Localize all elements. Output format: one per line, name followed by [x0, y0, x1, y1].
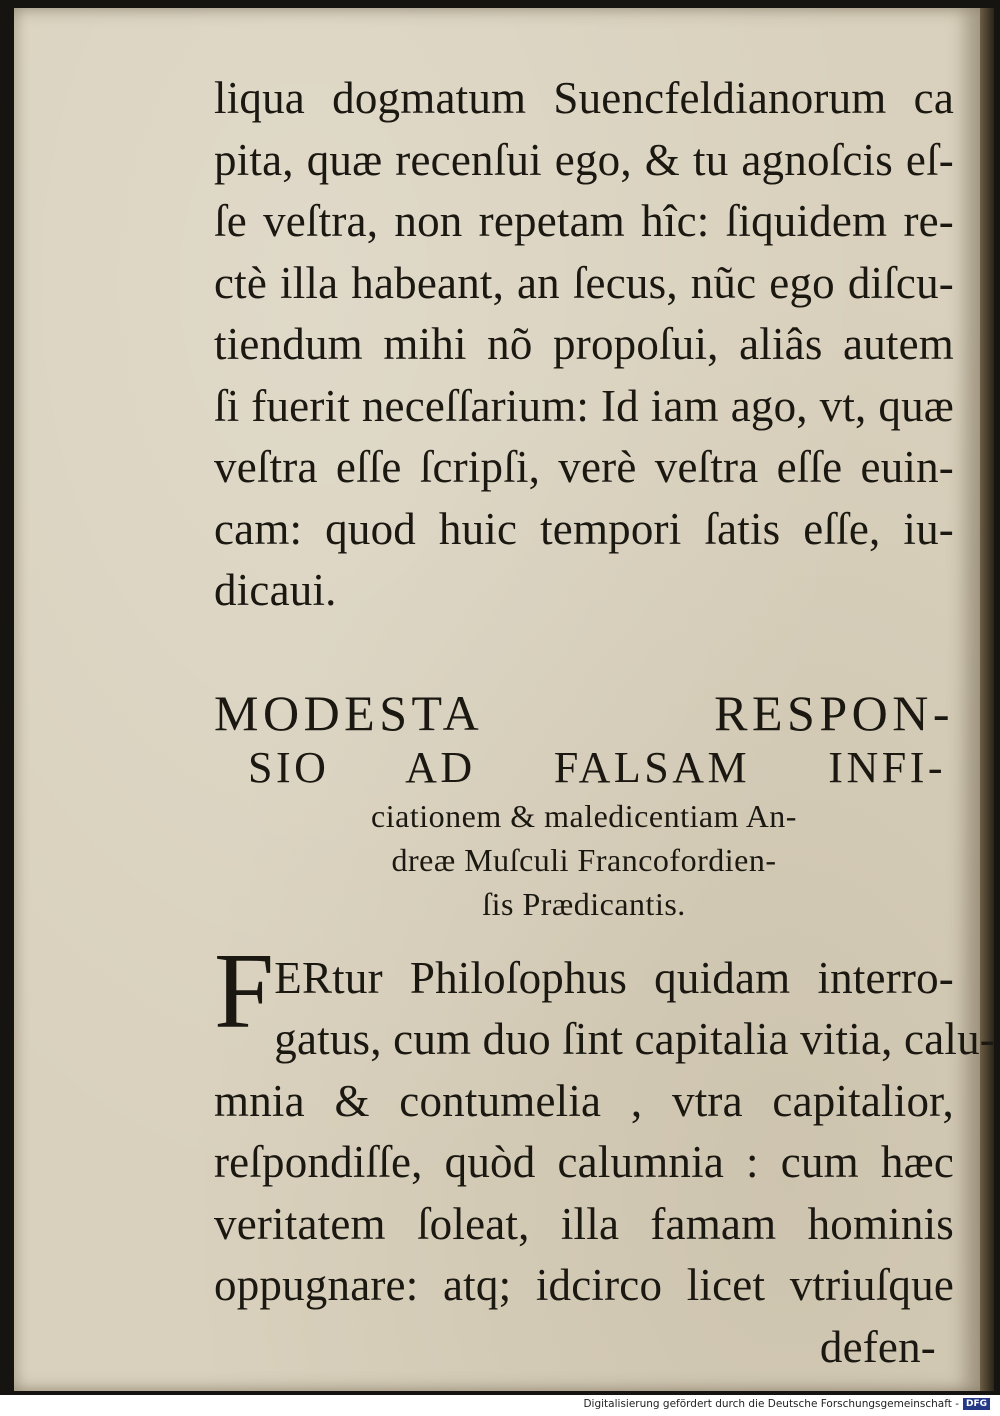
- drop-cap: F: [214, 931, 275, 1051]
- digitization-credit: [570, 1398, 990, 1414]
- text-line: ſi fuerit neceſſarium: Id iam ago, vt, quæ: [214, 380, 954, 431]
- heading-subline: dreæ Muſculi Francofordien-: [391, 841, 777, 878]
- text-line: mnia & contumelia , vtra capitalior,: [214, 1075, 954, 1126]
- text-line: pita, quæ recenſui ego, & tu agnoſcis eſ-: [214, 134, 954, 185]
- text-line: cam: quod huic tempori ſatis eſſe, iu-: [214, 503, 954, 554]
- text-line: dicaui.: [214, 565, 337, 615]
- dfg-logo-icon: DFG: [963, 1398, 990, 1410]
- heading-line-1: MODESTA RESPON-: [214, 684, 954, 741]
- catchword: defen-: [819, 1321, 936, 1372]
- credit-text: Digitalisierung gefördert durch die Deutsche Forschungsgemeinschaft -: [583, 1398, 959, 1410]
- heading-subline: ſis Prædicantis.: [482, 885, 686, 922]
- text-line: ctè illa habeant, an ſecus, nũc ego diſcu-: [214, 257, 954, 308]
- text-line: oppugnare: atq; idcirco licet vtriuſque: [214, 1260, 954, 1310]
- text-line: reſpondiſſe, quòd calumnia : cum hæc: [214, 1137, 954, 1187]
- text-line: veſtra eſſe ſcripſi, verè veſtra eſſe euin-: [214, 442, 954, 492]
- page-edge: [980, 8, 994, 1391]
- heading-subline: ciationem & maledicentiam An-: [371, 797, 797, 834]
- text-block: [214, 68, 995, 1378]
- text-line: tiendum mihi nõ propoſui, aliâs autem: [214, 319, 954, 369]
- text-line: gatus, cum duo ſint capitalia vitia, calu-: [274, 1014, 995, 1064]
- paragraph-1: [214, 68, 954, 622]
- text-line: ſe veſtra, non repetam hîc: ſiquidem re-: [214, 196, 954, 246]
- heading-line-2: SIO AD FALSAM INFI-: [248, 742, 946, 792]
- first-line-text: ERtur Philoſophus quidam interro-: [274, 952, 954, 1003]
- text-line: veritatem ſoleat, illa famam hominis: [214, 1198, 954, 1249]
- paragraph-2: [214, 931, 995, 1379]
- section-heading: [214, 684, 954, 926]
- text-line: liqua dogmatum Suencfeldianorum ca: [214, 73, 954, 123]
